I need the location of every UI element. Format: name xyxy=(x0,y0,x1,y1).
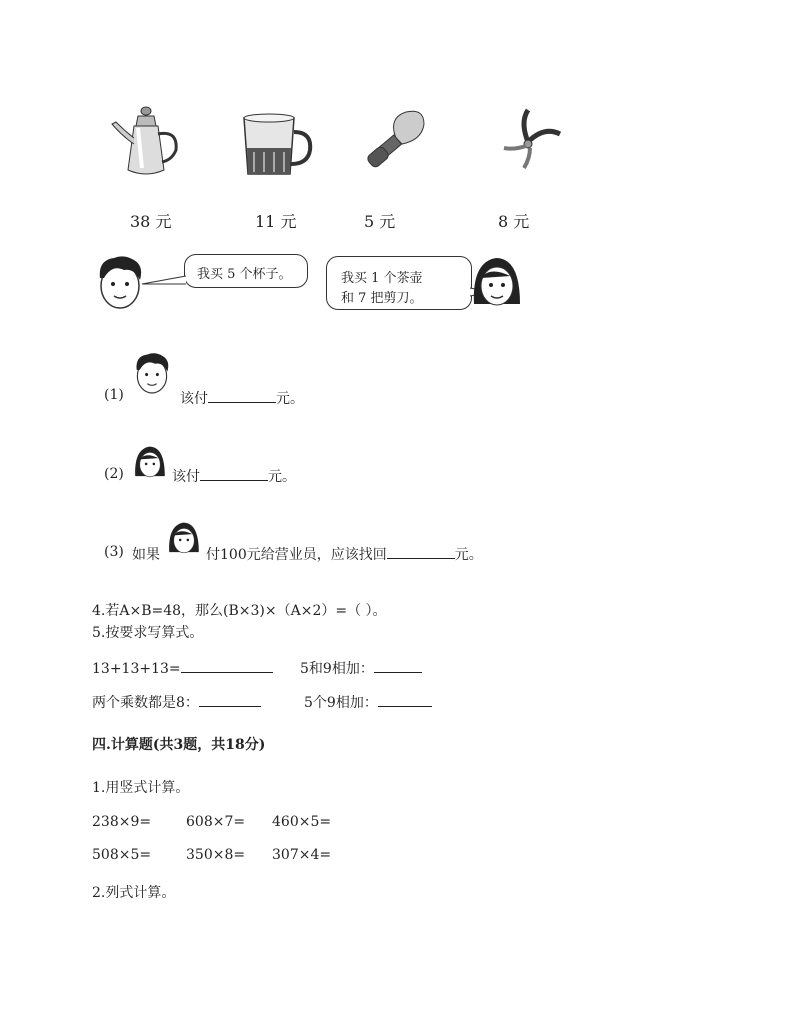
girl-face-icon xyxy=(470,254,524,310)
boy-bubble-tail xyxy=(140,274,188,288)
price-trowel: 5 元 xyxy=(364,212,396,231)
q3-prefix: 如果 xyxy=(132,547,160,563)
trowel-icon xyxy=(366,108,428,172)
calc-1-item: 238×9= xyxy=(92,814,152,830)
q1-answer-blank[interactable] xyxy=(208,388,276,403)
calc-2-title: 2.列式计算。 xyxy=(92,885,176,901)
boy-face-icon xyxy=(94,254,146,310)
q1-text: 该付 元。 xyxy=(180,388,304,408)
boy-speech-text: 我买 5 个杯子。 xyxy=(197,267,292,282)
problem-5-blank-3[interactable] xyxy=(199,692,261,707)
calc-1-item: 460×5= xyxy=(272,814,332,830)
q3-text: 付100元给营业员，应该找回 元。 xyxy=(206,544,483,564)
q1-number: (1) xyxy=(104,387,124,403)
calc-1-title: 1.用竖式计算。 xyxy=(92,780,190,796)
problem-5-row1-right: 5和9相加： xyxy=(300,658,422,678)
section-4-title: 四.计算题(共3题，共18分) xyxy=(92,737,266,753)
girl-speech-line1: 我买 1 个茶壶 xyxy=(341,271,423,286)
price-scissors: 8 元 xyxy=(498,212,530,231)
girl-face-small-icon xyxy=(132,444,168,480)
problem-5-blank-1[interactable] xyxy=(181,658,273,673)
problem-5-title: 5.按要求写算式。 xyxy=(92,625,204,641)
problem-5-blank-4[interactable] xyxy=(378,692,432,707)
q3-answer-blank[interactable] xyxy=(387,544,455,559)
price-cup: 11 元 xyxy=(255,212,297,231)
scissors-icon xyxy=(500,106,564,170)
q2-text: 该付 元。 xyxy=(172,466,296,486)
problem-5-row2-right: 5个9相加： xyxy=(304,692,432,712)
problem-5-blank-2[interactable] xyxy=(374,658,422,673)
girl-speech-bubble xyxy=(326,256,472,310)
calc-1-item: 350×8= xyxy=(186,847,246,863)
q3-number: (3) xyxy=(104,544,124,560)
girl-face-small-icon-2 xyxy=(166,520,202,556)
teapot-icon xyxy=(108,104,183,180)
boy-face-small-icon xyxy=(132,350,172,396)
boy-speech-bubble xyxy=(184,254,308,288)
calc-1-item: 608×7= xyxy=(186,814,246,830)
calc-1-item: 307×4= xyxy=(272,847,332,863)
problem-5-row1-left: 13+13+13= xyxy=(92,658,273,677)
cup-icon xyxy=(240,112,314,178)
q2-answer-blank[interactable] xyxy=(200,466,268,481)
girl-speech-line2: 和 7 把剪刀。 xyxy=(341,291,423,306)
calc-1-item: 508×5= xyxy=(92,847,152,863)
price-teapot: 38 元 xyxy=(130,212,172,231)
q2-number: (2) xyxy=(104,466,124,482)
problem-4: 4.若A×B=48，那么(B×3)×（A×2）=（ ）。 xyxy=(92,603,387,619)
problem-5-row2-left: 两个乘数都是8： xyxy=(92,692,261,712)
